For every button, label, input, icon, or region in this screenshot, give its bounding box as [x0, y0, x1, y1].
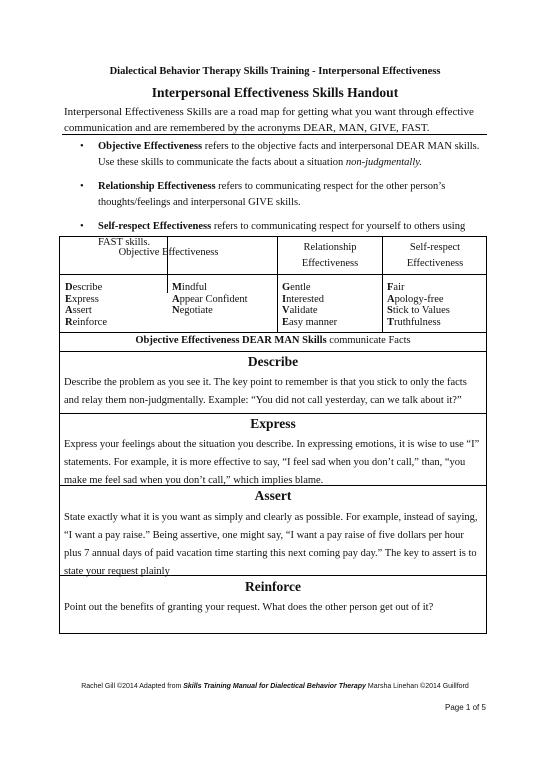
- skills-table: [59, 236, 487, 634]
- bullet-emphasis: non-judgmentally.: [345, 157, 422, 168]
- bullet-relationship: [80, 179, 480, 211]
- fast-column: [387, 282, 450, 328]
- reinforce-text: Point out the benefits of granting your request. What does the other person get out of it?: [64, 602, 434, 613]
- document-header: Dialectical Behavior Therapy Skills Training - Interpersonal Effectiveness: [109, 66, 441, 77]
- section-rule: [60, 413, 486, 414]
- acronym-item: Reinforce: [65, 316, 107, 328]
- header-line: Relationship: [303, 242, 357, 253]
- acronym-item: Mindful: [172, 282, 208, 293]
- acronym-item: Express: [65, 293, 99, 305]
- acronym-item: Easy manner: [282, 316, 338, 328]
- describe-text: Describe the problem as you see it. The key point to remember is that you stick to only the facts and relay them non-judgmentally. Example: “You did not call yesterday, can we talk about it?”: [64, 377, 467, 406]
- bullet-term: Self-respect Effectiveness: [98, 221, 212, 232]
- express-title: Express: [250, 416, 296, 431]
- acronym-item: Describe: [65, 282, 103, 293]
- bullet-dot-icon: •: [80, 141, 84, 152]
- header-self-respect: [383, 240, 487, 272]
- man-column: [172, 282, 248, 317]
- express-text: Express your feelings about the situation you describe. In expressing emotions, it is wise to use “I” statements. For example, it is more effective to say, “I feel sad when you don’t call,” than, “you make me feel sad when you don’t call,” which implies blame.: [64, 439, 480, 486]
- section-rule: [60, 485, 486, 486]
- row-rule: [60, 351, 486, 352]
- assert-title: Assert: [254, 488, 292, 503]
- acronym-item: Interested: [282, 293, 324, 305]
- give-column: [282, 282, 337, 328]
- dear-man-band: Objective Effectiveness DEAR MAN Skills communicate Facts: [135, 335, 411, 346]
- acronym-item: Truthfulness: [387, 316, 441, 328]
- bullet-term: Objective Effectiveness: [98, 141, 203, 152]
- header-objective: Objective Effectiveness: [118, 247, 219, 258]
- describe-title: Describe: [247, 354, 299, 369]
- intro-paragraph: Interpersonal Effectiveness Skills are a road map for getting what you want through effective communication and are remembered by the acronyms DEAR, MAN, GIVE, FAST.: [64, 106, 474, 134]
- bullet-text: refers to communicating respect for the other person’s thoughts/feelings and interpersonal GIVE skills.: [98, 181, 446, 208]
- bullet-text: refers to communicating respect for yourself to others using FAST skills.: [98, 221, 466, 248]
- header-line: Effectiveness: [406, 258, 464, 269]
- bullet-dot-icon: •: [80, 221, 84, 232]
- header-line: Effectiveness: [301, 258, 359, 269]
- divider: [62, 134, 487, 135]
- acronym-item: Negotiate: [172, 305, 213, 316]
- header-line: Self-respect: [409, 242, 461, 253]
- bullet-objective: [80, 139, 480, 171]
- acronym-item: Assert: [65, 305, 92, 316]
- acronym-item: Fair: [387, 282, 405, 293]
- dear-column: [65, 282, 107, 328]
- acronym-item: Apology-free: [387, 293, 444, 305]
- reinforce-title: Reinforce: [245, 579, 301, 594]
- bullet-term: Relationship Effectiveness: [98, 181, 216, 192]
- acronym-item: Gentle: [282, 282, 311, 293]
- footer-citation: Rachel Gill ©2014 Adapted from Skills Training Manual for Dialectical Behavior Therapy Marsha Linehan ©2014 Guillford: [81, 683, 469, 690]
- header-relationship: [278, 240, 382, 272]
- bullet-dot-icon: •: [80, 181, 84, 192]
- page-number: Page 1 of 5: [445, 703, 486, 712]
- acronym-item: Appear Confident: [172, 293, 248, 305]
- acronym-item: Validate: [282, 305, 318, 316]
- assert-text: State exactly what it is you want as simply and clearly as possible. For example, instead of saying, “I want a pay raise.” Being assertive, one might say, “I want a pay raise of five dollars per hour plus 7 annual days of paid vacation time starting this next coming pay day.” The key to assert is to state your request plainly: [64, 512, 478, 577]
- section-rule: [60, 575, 486, 576]
- acronym-item: Stick to Values: [387, 305, 450, 316]
- row-rule: [60, 332, 486, 333]
- header-rule: [60, 274, 486, 275]
- handout-title: Interpersonal Effectiveness Skills Handout: [151, 85, 399, 100]
- bullet-text: refers to the objective facts and interpersonal DEAR MAN skills. Use these skills to communicate the facts about a situation: [98, 141, 480, 168]
